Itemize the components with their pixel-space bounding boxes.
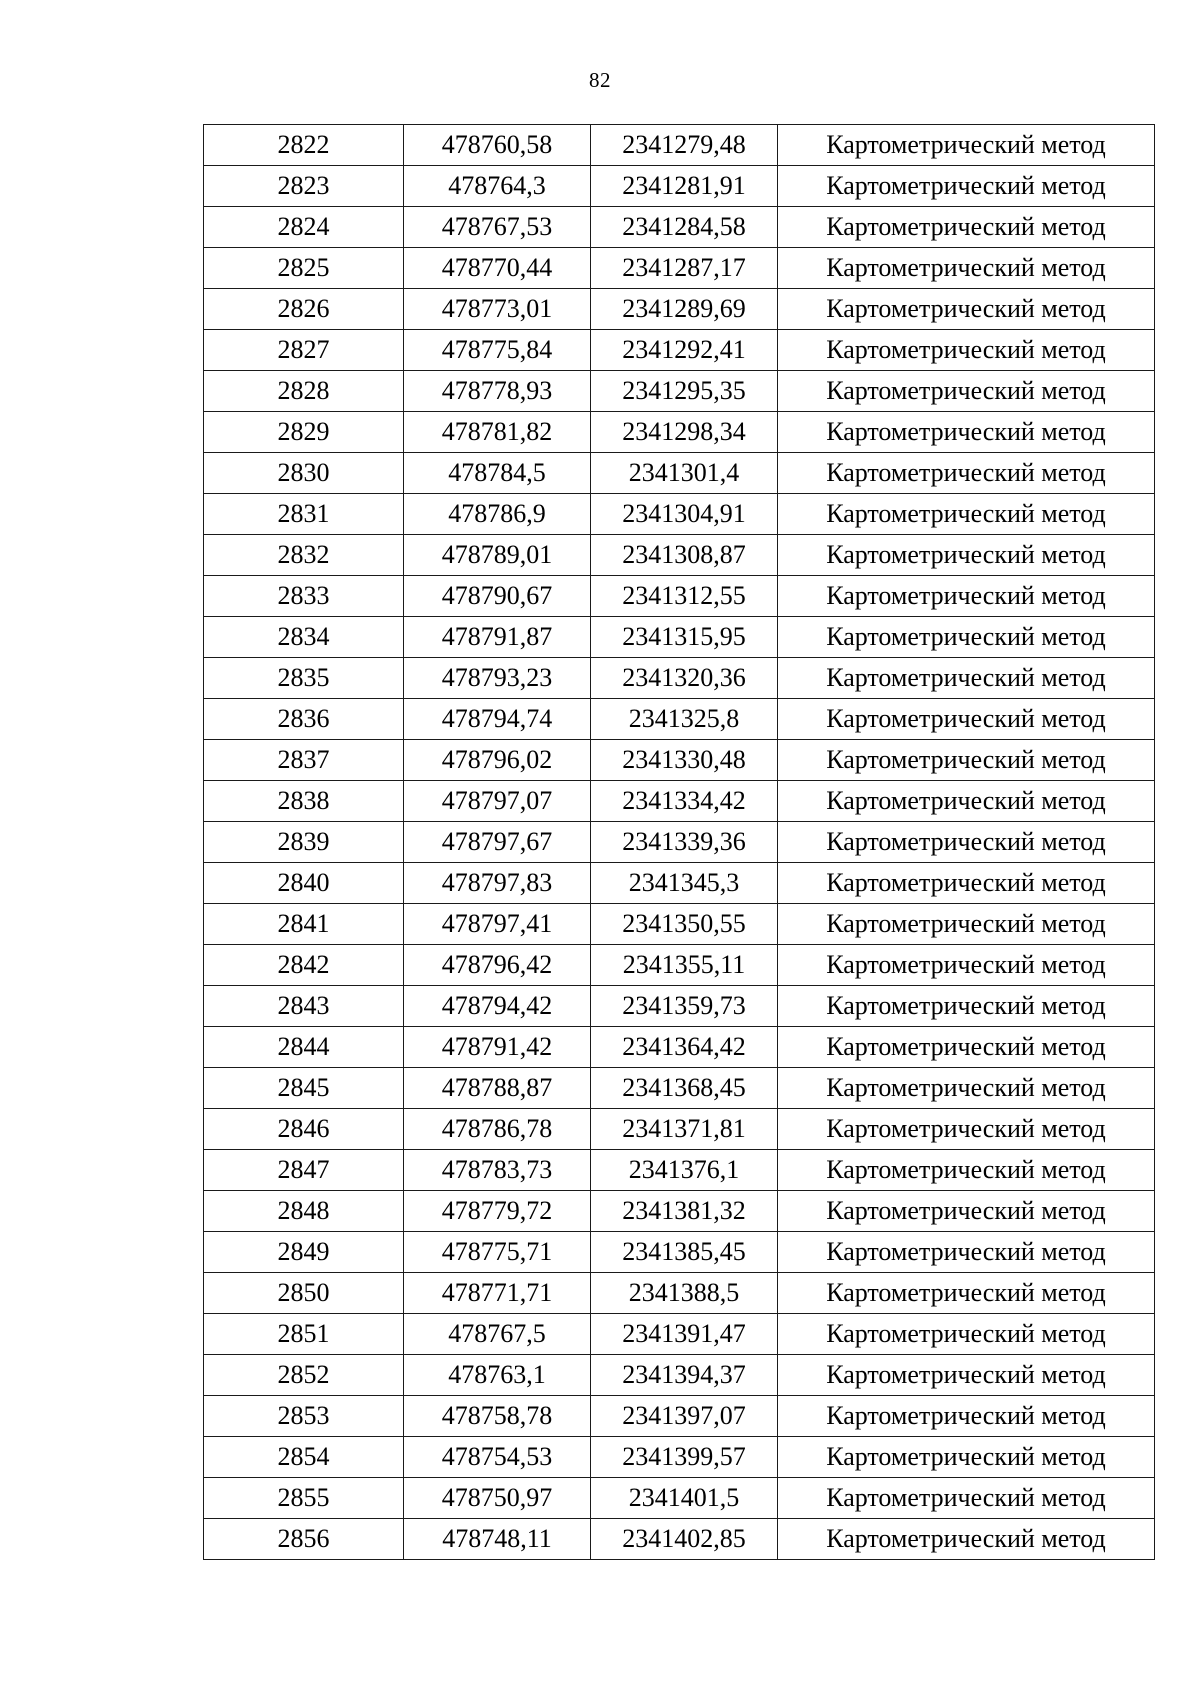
method-cell: Картометрический метод	[778, 289, 1155, 330]
table-row	[204, 1232, 1155, 1273]
method-cell: Картометрический метод	[778, 1478, 1155, 1519]
y-coordinate-cell: 2341391,47	[591, 1314, 778, 1355]
point-number-cell: 2835	[204, 658, 404, 699]
method-cell: Картометрический метод	[778, 1068, 1155, 1109]
point-number-cell: 2822	[204, 125, 404, 166]
method-cell: Картометрический метод	[778, 248, 1155, 289]
table-row	[204, 207, 1155, 248]
table-row	[204, 371, 1155, 412]
method-cell: Картометрический метод	[778, 412, 1155, 453]
y-coordinate-cell: 2341330,48	[591, 740, 778, 781]
y-coordinate-cell: 2341350,55	[591, 904, 778, 945]
x-coordinate-cell: 478760,58	[404, 125, 591, 166]
y-coordinate-cell: 2341402,85	[591, 1519, 778, 1560]
table-row	[204, 1437, 1155, 1478]
x-coordinate-cell: 478779,72	[404, 1191, 591, 1232]
y-coordinate-cell: 2341298,34	[591, 412, 778, 453]
table-row	[204, 330, 1155, 371]
point-number-cell: 2849	[204, 1232, 404, 1273]
x-coordinate-cell: 478754,53	[404, 1437, 591, 1478]
point-number-cell: 2843	[204, 986, 404, 1027]
point-number-cell: 2837	[204, 740, 404, 781]
x-coordinate-cell: 478775,84	[404, 330, 591, 371]
method-cell: Картометрический метод	[778, 1150, 1155, 1191]
coordinates-table	[203, 124, 1155, 1560]
x-coordinate-cell: 478771,71	[404, 1273, 591, 1314]
table-row	[204, 535, 1155, 576]
table-row	[204, 576, 1155, 617]
method-cell: Картометрический метод	[778, 740, 1155, 781]
x-coordinate-cell: 478767,5	[404, 1314, 591, 1355]
method-cell: Картометрический метод	[778, 125, 1155, 166]
table-row	[204, 699, 1155, 740]
y-coordinate-cell: 2341364,42	[591, 1027, 778, 1068]
y-coordinate-cell: 2341320,36	[591, 658, 778, 699]
point-number-cell: 2826	[204, 289, 404, 330]
method-cell: Картометрический метод	[778, 822, 1155, 863]
point-number-cell: 2829	[204, 412, 404, 453]
table-row	[204, 453, 1155, 494]
table-row	[204, 1068, 1155, 1109]
x-coordinate-cell: 478793,23	[404, 658, 591, 699]
method-cell: Картометрический метод	[778, 1191, 1155, 1232]
y-coordinate-cell: 2341399,57	[591, 1437, 778, 1478]
y-coordinate-cell: 2341368,45	[591, 1068, 778, 1109]
table-row	[204, 986, 1155, 1027]
table-row	[204, 904, 1155, 945]
method-cell: Картометрический метод	[778, 986, 1155, 1027]
method-cell: Картометрический метод	[778, 453, 1155, 494]
point-number-cell: 2848	[204, 1191, 404, 1232]
point-number-cell: 2842	[204, 945, 404, 986]
y-coordinate-cell: 2341281,91	[591, 166, 778, 207]
method-cell: Картометрический метод	[778, 1314, 1155, 1355]
x-coordinate-cell: 478784,5	[404, 453, 591, 494]
table-row	[204, 740, 1155, 781]
point-number-cell: 2836	[204, 699, 404, 740]
method-cell: Картометрический метод	[778, 617, 1155, 658]
point-number-cell: 2827	[204, 330, 404, 371]
y-coordinate-cell: 2341325,8	[591, 699, 778, 740]
table-row	[204, 945, 1155, 986]
x-coordinate-cell: 478770,44	[404, 248, 591, 289]
y-coordinate-cell: 2341334,42	[591, 781, 778, 822]
table-row	[204, 1478, 1155, 1519]
table-row	[204, 1109, 1155, 1150]
table-row	[204, 617, 1155, 658]
table-row	[204, 125, 1155, 166]
y-coordinate-cell: 2341289,69	[591, 289, 778, 330]
table-row	[204, 863, 1155, 904]
x-coordinate-cell: 478791,87	[404, 617, 591, 658]
method-cell: Картометрический метод	[778, 494, 1155, 535]
method-cell: Картометрический метод	[778, 535, 1155, 576]
method-cell: Картометрический метод	[778, 863, 1155, 904]
coordinates-table-body	[204, 125, 1155, 1560]
table-row	[204, 289, 1155, 330]
point-number-cell: 2847	[204, 1150, 404, 1191]
method-cell: Картометрический метод	[778, 658, 1155, 699]
y-coordinate-cell: 2341355,11	[591, 945, 778, 986]
y-coordinate-cell: 2341304,91	[591, 494, 778, 535]
x-coordinate-cell: 478790,67	[404, 576, 591, 617]
method-cell: Картометрический метод	[778, 1273, 1155, 1314]
x-coordinate-cell: 478797,83	[404, 863, 591, 904]
y-coordinate-cell: 2341371,81	[591, 1109, 778, 1150]
y-coordinate-cell: 2341284,58	[591, 207, 778, 248]
method-cell: Картометрический метод	[778, 576, 1155, 617]
point-number-cell: 2831	[204, 494, 404, 535]
x-coordinate-cell: 478797,41	[404, 904, 591, 945]
point-number-cell: 2830	[204, 453, 404, 494]
point-number-cell: 2833	[204, 576, 404, 617]
point-number-cell: 2844	[204, 1027, 404, 1068]
table-row	[204, 658, 1155, 699]
method-cell: Картометрический метод	[778, 1355, 1155, 1396]
y-coordinate-cell: 2341295,35	[591, 371, 778, 412]
point-number-cell: 2855	[204, 1478, 404, 1519]
table-row	[204, 1191, 1155, 1232]
point-number-cell: 2840	[204, 863, 404, 904]
point-number-cell: 2834	[204, 617, 404, 658]
table-row	[204, 166, 1155, 207]
method-cell: Картометрический метод	[778, 699, 1155, 740]
point-number-cell: 2832	[204, 535, 404, 576]
x-coordinate-cell: 478794,42	[404, 986, 591, 1027]
table-row	[204, 1396, 1155, 1437]
x-coordinate-cell: 478748,11	[404, 1519, 591, 1560]
method-cell: Картометрический метод	[778, 1232, 1155, 1273]
y-coordinate-cell: 2341301,4	[591, 453, 778, 494]
y-coordinate-cell: 2341359,73	[591, 986, 778, 1027]
method-cell: Картометрический метод	[778, 207, 1155, 248]
method-cell: Картометрический метод	[778, 1396, 1155, 1437]
point-number-cell: 2841	[204, 904, 404, 945]
point-number-cell: 2854	[204, 1437, 404, 1478]
y-coordinate-cell: 2341312,55	[591, 576, 778, 617]
x-coordinate-cell: 478778,93	[404, 371, 591, 412]
x-coordinate-cell: 478794,74	[404, 699, 591, 740]
method-cell: Картометрический метод	[778, 1027, 1155, 1068]
y-coordinate-cell: 2341397,07	[591, 1396, 778, 1437]
x-coordinate-cell: 478764,3	[404, 166, 591, 207]
point-number-cell: 2856	[204, 1519, 404, 1560]
point-number-cell: 2823	[204, 166, 404, 207]
table-row	[204, 494, 1155, 535]
point-number-cell: 2839	[204, 822, 404, 863]
point-number-cell: 2853	[204, 1396, 404, 1437]
table-row	[204, 781, 1155, 822]
y-coordinate-cell: 2341376,1	[591, 1150, 778, 1191]
y-coordinate-cell: 2341315,95	[591, 617, 778, 658]
method-cell: Картометрический метод	[778, 166, 1155, 207]
point-number-cell: 2850	[204, 1273, 404, 1314]
y-coordinate-cell: 2341385,45	[591, 1232, 778, 1273]
table-row	[204, 1150, 1155, 1191]
point-number-cell: 2846	[204, 1109, 404, 1150]
x-coordinate-cell: 478788,87	[404, 1068, 591, 1109]
method-cell: Картометрический метод	[778, 1519, 1155, 1560]
method-cell: Картометрический метод	[778, 904, 1155, 945]
x-coordinate-cell: 478796,42	[404, 945, 591, 986]
point-number-cell: 2852	[204, 1355, 404, 1396]
x-coordinate-cell: 478763,1	[404, 1355, 591, 1396]
x-coordinate-cell: 478767,53	[404, 207, 591, 248]
y-coordinate-cell: 2341388,5	[591, 1273, 778, 1314]
x-coordinate-cell: 478786,78	[404, 1109, 591, 1150]
table-row	[204, 248, 1155, 289]
x-coordinate-cell: 478791,42	[404, 1027, 591, 1068]
table-row	[204, 1519, 1155, 1560]
x-coordinate-cell: 478781,82	[404, 412, 591, 453]
x-coordinate-cell: 478775,71	[404, 1232, 591, 1273]
y-coordinate-cell: 2341381,32	[591, 1191, 778, 1232]
y-coordinate-cell: 2341308,87	[591, 535, 778, 576]
page-number: 82	[589, 68, 611, 92]
y-coordinate-cell: 2341394,37	[591, 1355, 778, 1396]
method-cell: Картометрический метод	[778, 330, 1155, 371]
point-number-cell: 2825	[204, 248, 404, 289]
y-coordinate-cell: 2341292,41	[591, 330, 778, 371]
x-coordinate-cell: 478797,67	[404, 822, 591, 863]
y-coordinate-cell: 2341339,36	[591, 822, 778, 863]
table-row	[204, 1355, 1155, 1396]
x-coordinate-cell: 478783,73	[404, 1150, 591, 1191]
y-coordinate-cell: 2341345,3	[591, 863, 778, 904]
table-row	[204, 1027, 1155, 1068]
method-cell: Картометрический метод	[778, 945, 1155, 986]
point-number-cell: 2851	[204, 1314, 404, 1355]
x-coordinate-cell: 478789,01	[404, 535, 591, 576]
table-row	[204, 1273, 1155, 1314]
table-row	[204, 822, 1155, 863]
method-cell: Картометрический метод	[778, 781, 1155, 822]
table-row	[204, 412, 1155, 453]
point-number-cell: 2824	[204, 207, 404, 248]
x-coordinate-cell: 478786,9	[404, 494, 591, 535]
y-coordinate-cell: 2341401,5	[591, 1478, 778, 1519]
y-coordinate-cell: 2341287,17	[591, 248, 778, 289]
point-number-cell: 2845	[204, 1068, 404, 1109]
point-number-cell: 2828	[204, 371, 404, 412]
x-coordinate-cell: 478758,78	[404, 1396, 591, 1437]
x-coordinate-cell: 478797,07	[404, 781, 591, 822]
method-cell: Картометрический метод	[778, 1437, 1155, 1478]
point-number-cell: 2838	[204, 781, 404, 822]
x-coordinate-cell: 478773,01	[404, 289, 591, 330]
table-row	[204, 1314, 1155, 1355]
method-cell: Картометрический метод	[778, 1109, 1155, 1150]
x-coordinate-cell: 478750,97	[404, 1478, 591, 1519]
x-coordinate-cell: 478796,02	[404, 740, 591, 781]
method-cell: Картометрический метод	[778, 371, 1155, 412]
y-coordinate-cell: 2341279,48	[591, 125, 778, 166]
